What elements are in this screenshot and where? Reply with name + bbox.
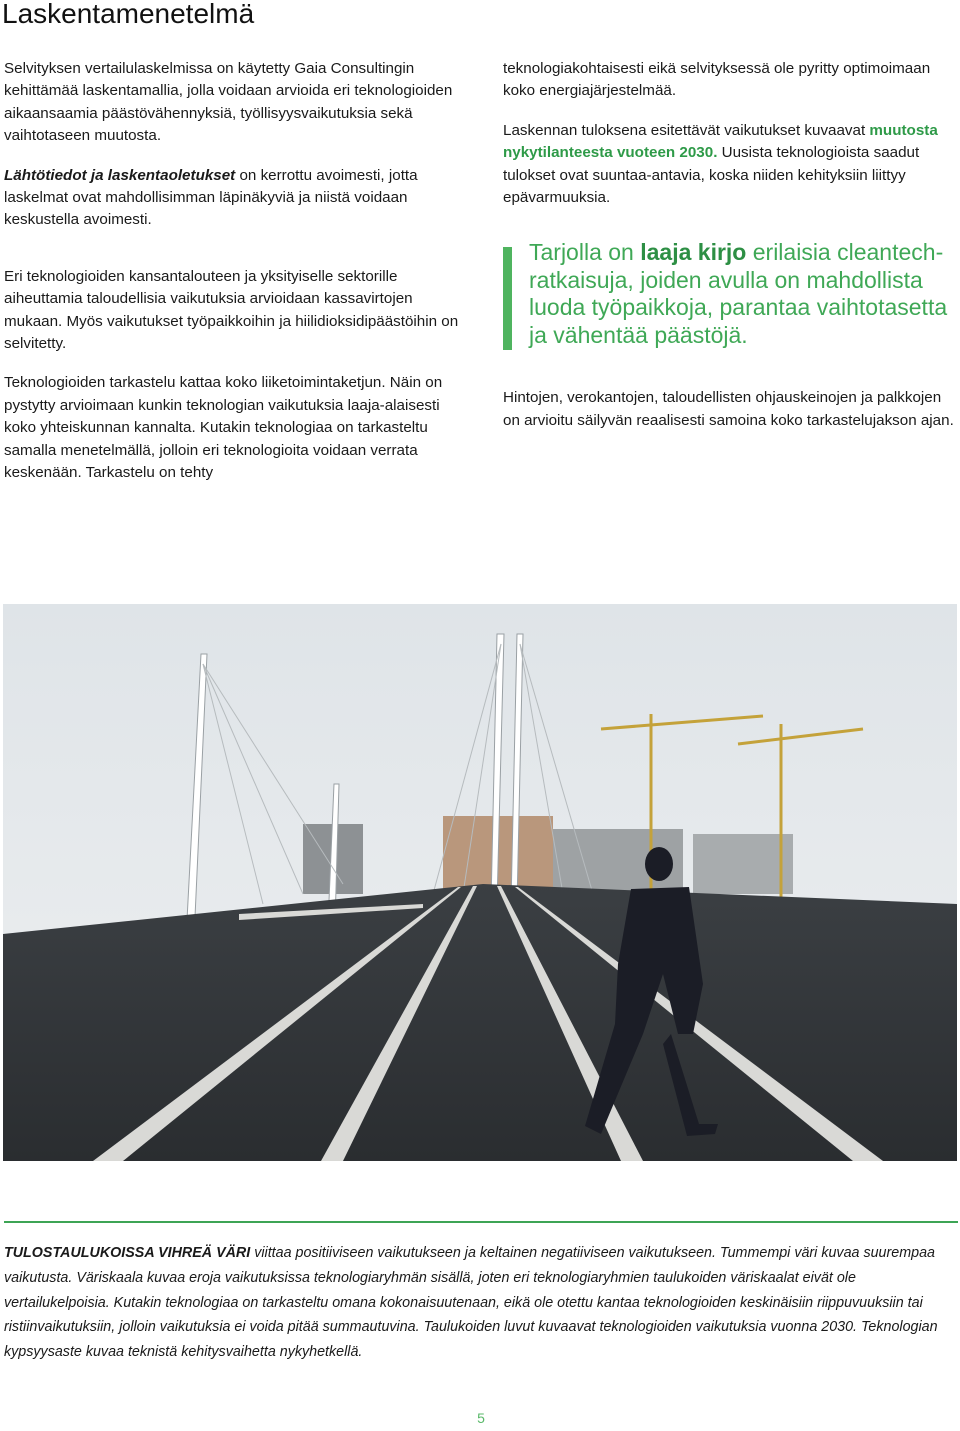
paragraph	[503, 120, 959, 210]
quote-text-part: Tarjolla on	[529, 239, 641, 266]
page-number: 5	[477, 1410, 485, 1426]
paragraph: Eri teknologioiden kansantalouteen ja yksityiselle sektorille aiheuttamia taloudellisia vaikutuksia arvioidaan kassavirtojen mukaan. Myös vaikutukset työpaikkoihin ja hiilidioksidipäästöihin on selvitetty.	[4, 267, 459, 353]
right-column	[503, 58, 959, 449]
bridge-photo	[3, 604, 957, 1161]
paragraph-text: Uusista teknologioista saadut tulokset ovat suuntaa-antavia, koska niiden kehityksiin liittyy epävarmuuksia.	[503, 144, 920, 207]
caption-divider	[4, 1221, 958, 1223]
paragraph	[4, 165, 464, 232]
pull-quote	[503, 239, 959, 349]
bridge-illustration	[3, 604, 957, 1161]
emphasis-text: muutosta nykytilanteesta vuoteen 2030.	[503, 121, 938, 162]
paragraph: Hintojen, verokantojen, taloudellisten ohjauskeinojen ja palkkojen on arvioitu säilyvän reaalisesti samoina koko tarkastelujakson ajan.	[503, 389, 954, 429]
building	[693, 834, 793, 894]
emphasis-text: Lähtötiedot ja laskentaoletukset	[4, 166, 236, 184]
paragraph: teknologiakohtaisesti eikä selvityksessä ole pyritty optimoimaan koko energiajärjestelmää.	[503, 60, 931, 100]
quote-text-part: erilaisia cleantech-ratkaisuja, joiden avulla on mahdollista luoda työpaikkoja, parantaa vaihtotasetta ja vähentää päästöjä.	[529, 239, 948, 348]
caption	[4, 1241, 958, 1365]
left-column	[4, 58, 464, 502]
quote-text	[529, 239, 959, 349]
caption-emphasis: TULOSTAULUKOISSA VIHREÄ VÄRI	[4, 1245, 251, 1261]
paragraph: Selvityksen vertailulaskelmissa on käytetty Gaia Consultingin kehittämää laskentamallia, jolla voidaan arvioida eri teknologioiden aikaansaamia päästövähennyksiä, työllisyysvaikutuksia sekä vaihtotaseen muutosta.	[4, 60, 453, 145]
page-title: Laskentamenetelmä	[2, 0, 255, 29]
quote-bar	[503, 247, 512, 350]
quote-emphasis: laaja kirjo	[640, 239, 747, 266]
paragraph-text: on kerrottu avoimesti, jotta laskelmat ovat mahdollisimman läpinäkyviä ja niistä voidaan keskustella avoimesti.	[4, 166, 418, 229]
paragraph-text: Laskennan tuloksena esitettävät vaikutukset kuvaavat	[503, 121, 870, 139]
paragraph: Teknologioiden tarkastelu kattaa koko liiketoimintaketjun. Näin on pystytty arvioimaan kunkin teknologian vaikutuksia laaja-alaisesti koko yhteiskunnan kannalta. Kutakin teknologiaa on tarkasteltu samalla menetelmällä, jolloin eri teknologioita voidaan verrata keskenään. Tarkastelu on tehty	[4, 374, 443, 482]
caption-text: viittaa positiiviseen vaikutukseen ja keltainen negatiiviseen vaikutukseen. Tummempi väri kuvaa suurempaa vaikutusta. Väriskaala kuvaa eroja vaikutuksissa teknologiaryhmän sisällä, joten eri teknologiaryhmien taulukoiden väriskaalat eivät ole vertailukelpoisia. Kutakin teknologiaa on tarkasteltu omana kokonaisuutenaan, eikä ole otettu kantaa teknologioiden keskinäisiin riippuvuuksiin tai ristiinvaikutuksiin, jolloin vaikutuksia ei voida pitää summautuvina. Taulukoiden luvut kuvaavat teknologioiden vaikutuksia vuonna 2030. Teknologian kypsyysaste kuvaa teknistä kehitysvaihetta nykyhetkellä.	[4, 1245, 938, 1361]
